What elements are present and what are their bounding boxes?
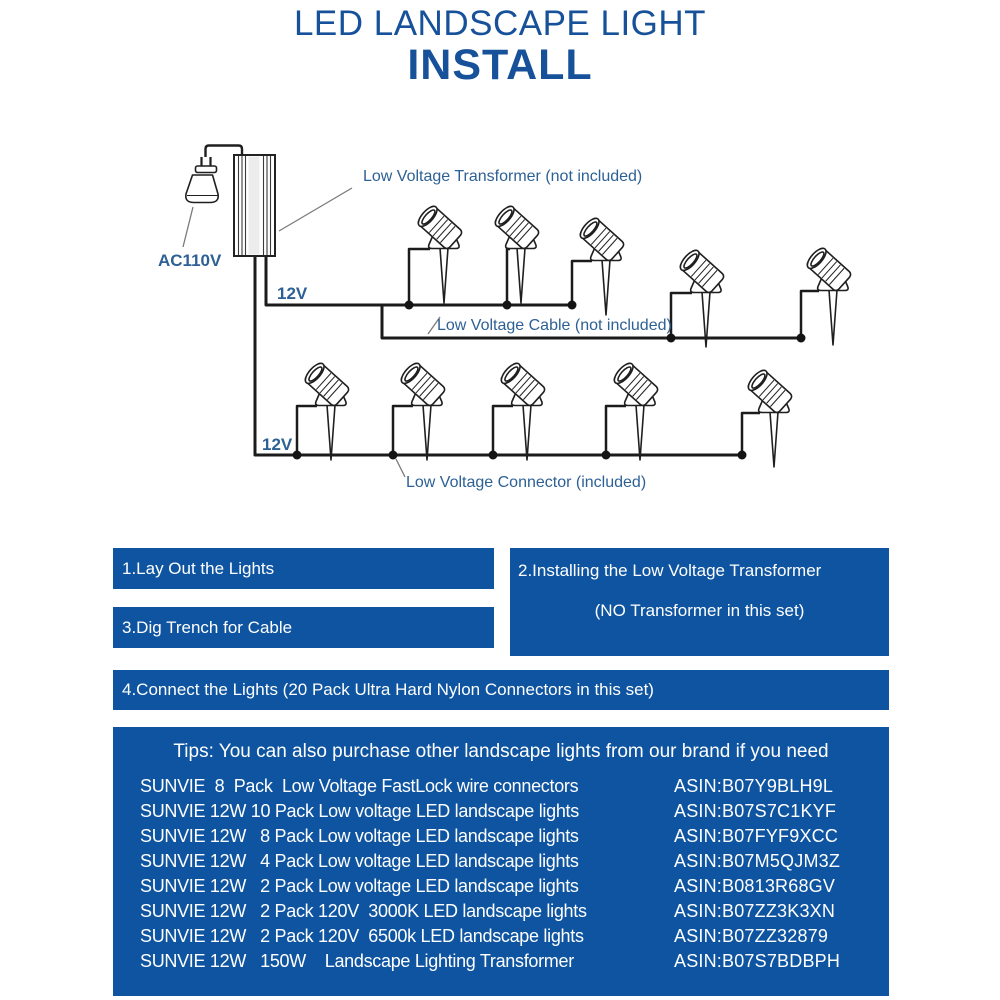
- spotlight-icon: [745, 367, 793, 467]
- connector-dot: [667, 334, 676, 343]
- product-row: [113, 874, 889, 899]
- product-row: [113, 949, 889, 974]
- connector-dot: [389, 451, 398, 460]
- product-asin: ASIN:B0813R68GV: [674, 876, 836, 896]
- spotlight-icon: [577, 215, 625, 315]
- leader-line-transformer: [279, 188, 352, 231]
- label-transformer: Low Voltage Transformer (not included): [363, 168, 643, 185]
- installation-diagram: [0, 130, 1000, 520]
- product-list: [113, 763, 889, 974]
- page-title: LED LANDSCAPE LIGHT: [293, 4, 707, 43]
- step-3-label: 3.Dig Trench for Cable: [122, 617, 293, 637]
- light-riser: [801, 291, 819, 338]
- light-riser: [409, 249, 430, 305]
- connector-dot: [293, 451, 302, 460]
- light-riser: [507, 249, 510, 305]
- product-name: SUNVIE 12W 8 Pack Low voltage LED landscape lights: [140, 826, 579, 846]
- step-1-box: [113, 548, 494, 589]
- light-riser: [742, 413, 760, 455]
- page-subtitle: INSTALL: [407, 41, 593, 89]
- connector-dot: [602, 451, 611, 460]
- spotlight-icon: [611, 360, 659, 460]
- product-row: [113, 849, 889, 874]
- product-name: SUNVIE 12W 2 Pack 120V 3000K LED landscape lights: [140, 901, 587, 921]
- light-riser: [606, 406, 626, 455]
- transformer-illustration: [234, 155, 275, 256]
- connector-dot: [489, 451, 498, 460]
- step-1-label: 1.Lay Out the Lights: [122, 558, 275, 578]
- light-riser: [671, 293, 692, 338]
- spotlight-icon: [677, 247, 725, 347]
- spotlight-icon: [492, 203, 540, 303]
- connector-dot: [738, 451, 747, 460]
- product-name: SUNVIE 8 Pack Low Voltage FastLock wire connectors: [140, 776, 579, 796]
- product-asin: ASIN:B07S7BDBPH: [674, 951, 841, 971]
- product-name: SUNVIE 12W 2 Pack Low voltage LED landscape lights: [140, 876, 579, 896]
- step-2-label: 2.Installing the Low Voltage Transformer: [518, 561, 822, 580]
- spotlight-icon: [804, 245, 852, 345]
- step-3-box: [113, 607, 494, 648]
- step-2-sublabel: (NO Transformer in this set): [594, 601, 805, 620]
- leader-line-ac110v: [183, 207, 193, 247]
- spotlight-icon: [415, 203, 463, 303]
- step-4-box: [113, 670, 889, 710]
- product-row: [113, 774, 889, 799]
- tips-title: Tips: You can also purchase other landscape lights from our brand if you need: [173, 741, 829, 762]
- step-2-box: [510, 548, 889, 656]
- light-riser: [572, 261, 592, 305]
- product-name: SUNVIE 12W 150W Landscape Lighting Transformer: [140, 951, 574, 971]
- label-connector: Low Voltage Connector (included): [406, 474, 647, 491]
- product-row: [113, 924, 889, 949]
- spotlight-icon: [498, 360, 546, 460]
- light-riser: [493, 406, 513, 455]
- cable-run-top-12v: [266, 256, 573, 305]
- light-riser: [297, 406, 317, 455]
- label-ac110v: AC110V: [158, 251, 222, 270]
- label-12v-bottom: 12V: [262, 435, 293, 454]
- step-4-label: 4.Connect the Lights (20 Pack Ultra Hard Nylon Connectors in this set): [122, 680, 654, 699]
- product-row: [113, 799, 889, 824]
- connector-dot: [568, 301, 577, 310]
- connector-dot: [405, 301, 414, 310]
- spotlight-icon: [302, 360, 350, 460]
- product-asin: ASIN:B07ZZ32879: [674, 926, 829, 946]
- product-asin: ASIN:B07S7C1KYF: [674, 801, 837, 821]
- label-12v-top: 12V: [277, 284, 308, 303]
- spotlight-icon: [398, 360, 446, 460]
- product-asin: ASIN:B07ZZ3K3XN: [674, 901, 836, 921]
- label-cable: Low Voltage Cable (not included): [437, 317, 672, 334]
- product-asin: ASIN:B07FYF9XCC: [674, 826, 839, 846]
- connector-dot: [503, 301, 512, 310]
- product-row: [113, 824, 889, 849]
- product-asin: ASIN:B07Y9BLH9L: [674, 776, 834, 796]
- tips-panel: [113, 727, 889, 996]
- light-riser: [393, 406, 413, 455]
- product-name: SUNVIE 12W 10 Pack Low voltage LED landscape lights: [140, 801, 579, 821]
- product-asin: ASIN:B07M5QJM3Z: [674, 851, 841, 871]
- product-name: SUNVIE 12W 2 Pack 120V 6500k LED landscape lights: [140, 926, 584, 946]
- leader-tick-connector: [396, 459, 405, 477]
- connector-dot: [797, 334, 806, 343]
- product-name: SUNVIE 12W 4 Pack Low voltage LED landscape lights: [140, 851, 579, 871]
- product-row: [113, 899, 889, 924]
